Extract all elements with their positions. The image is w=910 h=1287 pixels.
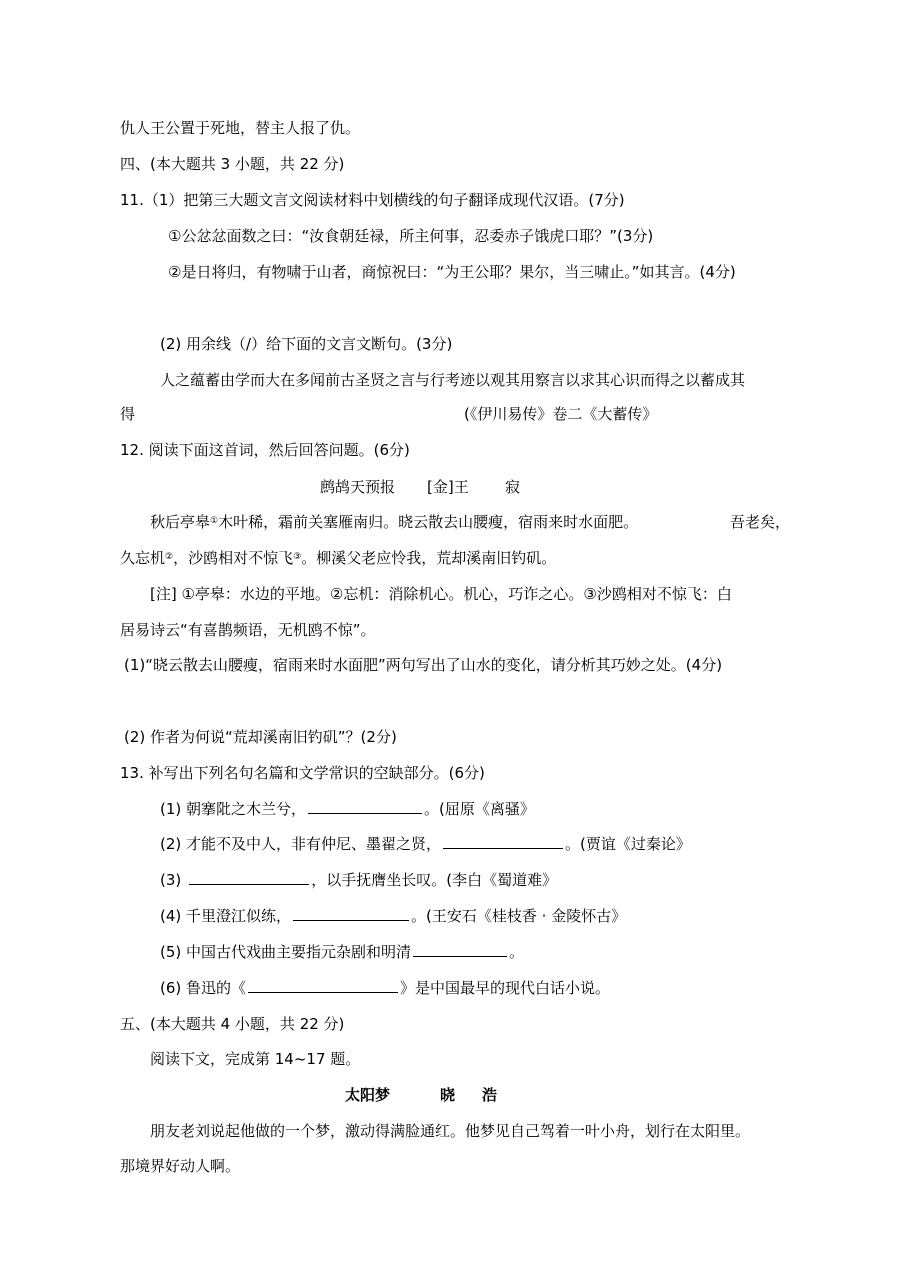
item-text: (1) 朝搴阰之木兰兮， <box>160 800 307 818</box>
question-13-item-1 <box>160 799 535 819</box>
question-13-prompt: 13. 补写出下列名句名篇和文学常识的空缺部分。(6分) <box>120 764 485 782</box>
answer-blank[interactable] <box>443 834 563 849</box>
punctuation-passage: 人之蕴蓄由学而大在多闻前古圣贤之言与行考迹以观其用察言以求其心识而得之以蓄成其 <box>160 371 746 389</box>
article-author-first: 晓 <box>440 1086 456 1104</box>
poem-line-2 <box>120 548 556 568</box>
question-12-part-2: (2) 作者为何说“荒却溪南旧钓矶”？(2分) <box>124 728 397 746</box>
item-text: (2) 才能不及中人，非有仲尼、墨翟之贤， <box>160 835 442 853</box>
poem-notes-cont: 居易诗云“有喜鹊频语，无机鸥不惊”。 <box>120 621 376 639</box>
answer-blank[interactable] <box>189 870 309 885</box>
question-11-part-2: (2) 用余线（/）给下面的文言文断句。(3分) <box>160 335 453 353</box>
question-11-item-2: ②是日将归，有物啸于山者，商惊祝曰：“为王公耶？果尔，当三啸止。”如其言。(4分) <box>168 263 736 281</box>
poem-title: 鹧鸪天预报 <box>320 478 396 496</box>
answer-blank[interactable] <box>308 799 422 814</box>
question-13-item-2 <box>160 834 691 854</box>
item-text: (3) <box>160 871 182 889</box>
footnote-marker: ① <box>210 516 219 526</box>
item-source: 。(王安石《桂枝香 · 金陵怀古》 <box>411 907 627 925</box>
answer-blank[interactable] <box>293 906 409 921</box>
article-paragraph: 朋友老刘说起他做的一个梦，激动得满脸通红。他梦见自己驾着一叶小舟，划行在太阳里。 <box>150 1122 751 1140</box>
question-13-item-5 <box>160 942 524 962</box>
question-11-prompt: 11.（1）把第三大题文言文阅读材料中划横线的句子翻译成现代汉语。(7分) <box>120 191 625 209</box>
item-text: (5) 中国古代戏曲主要指元杂剧和明清 <box>160 943 412 961</box>
question-13-item-6 <box>160 978 610 998</box>
article-title: 太阳梦 <box>345 1086 391 1104</box>
article-author-second: 浩 <box>482 1086 498 1104</box>
poem-text: 久忘机 <box>120 549 166 567</box>
poem-author-name-end: 寂 <box>505 478 521 496</box>
poem-line-1 <box>150 512 638 532</box>
article-paragraph-cont: 那境界好动人啊。 <box>120 1157 241 1175</box>
passage-source: (《伊川易传》卷二《大蓄传》 <box>464 405 658 423</box>
poem-text: ，沙鸥相对不惊飞 <box>173 549 294 567</box>
answer-blank[interactable] <box>248 978 398 993</box>
poem-text: 。柳溪父老应怜我，荒却溪南旧钓矶。 <box>301 549 557 567</box>
question-12-part-1: (1)“晓云散去山腰瘦，宿雨来时水面肥”两句写出了山水的变化，请分析其巧妙之处。(4分) <box>124 656 723 674</box>
question-13-item-3 <box>160 870 557 890</box>
footnote-marker: ③ <box>293 552 302 562</box>
item-source: ，以手抚膺坐长叹。(李白《蜀道难》 <box>311 871 558 889</box>
item-text: (6) 鲁迅的《 <box>160 979 247 997</box>
punctuation-passage-end: 得 <box>120 405 136 423</box>
item-text: 》是中国最早的现代白话小说。 <box>400 979 611 997</box>
poem-line-1-end: 吾老矣， <box>730 513 791 531</box>
question-11-item-1: ①公忿忿面数之曰：“汝食朝廷禄，所主何事，忍委赤子饿虎口耶？”(3分) <box>168 227 654 245</box>
question-12-prompt: 12. 阅读下面这首词，然后回答问题。(6分) <box>120 441 410 459</box>
item-text: 。 <box>509 943 525 961</box>
poem-text: 秋后亭皋 <box>150 513 211 531</box>
item-text: (4) 千里澄江似练， <box>160 907 292 925</box>
question-13-item-4 <box>160 906 626 926</box>
text-line: 仇人王公置于死地，替主人报了仇。 <box>120 119 361 137</box>
poem-text: 木叶稀，霜前关塞雁南归。晓云散去山腰瘦，宿雨来时水面肥。 <box>218 513 639 531</box>
footnote-marker: ② <box>165 552 174 562</box>
poem-notes: [注] ①亭皋：水边的平地。②忘机：消除机心。机心，巧诈之心。③沙鸥相对不惊飞：白 <box>150 585 732 603</box>
reading-instruction: 阅读下文，完成第 14~17 题。 <box>150 1050 361 1068</box>
section-heading: 四、(本大题共 3 小题，共 22 分) <box>120 155 345 173</box>
poem-author: [金]王 <box>427 478 469 496</box>
item-source: 。(贾谊《过秦论》 <box>565 835 691 853</box>
answer-blank[interactable] <box>413 942 507 957</box>
section-heading: 五、(本大题共 4 小题，共 22 分) <box>120 1015 345 1033</box>
item-source: 。(屈原《离骚》 <box>424 800 535 818</box>
